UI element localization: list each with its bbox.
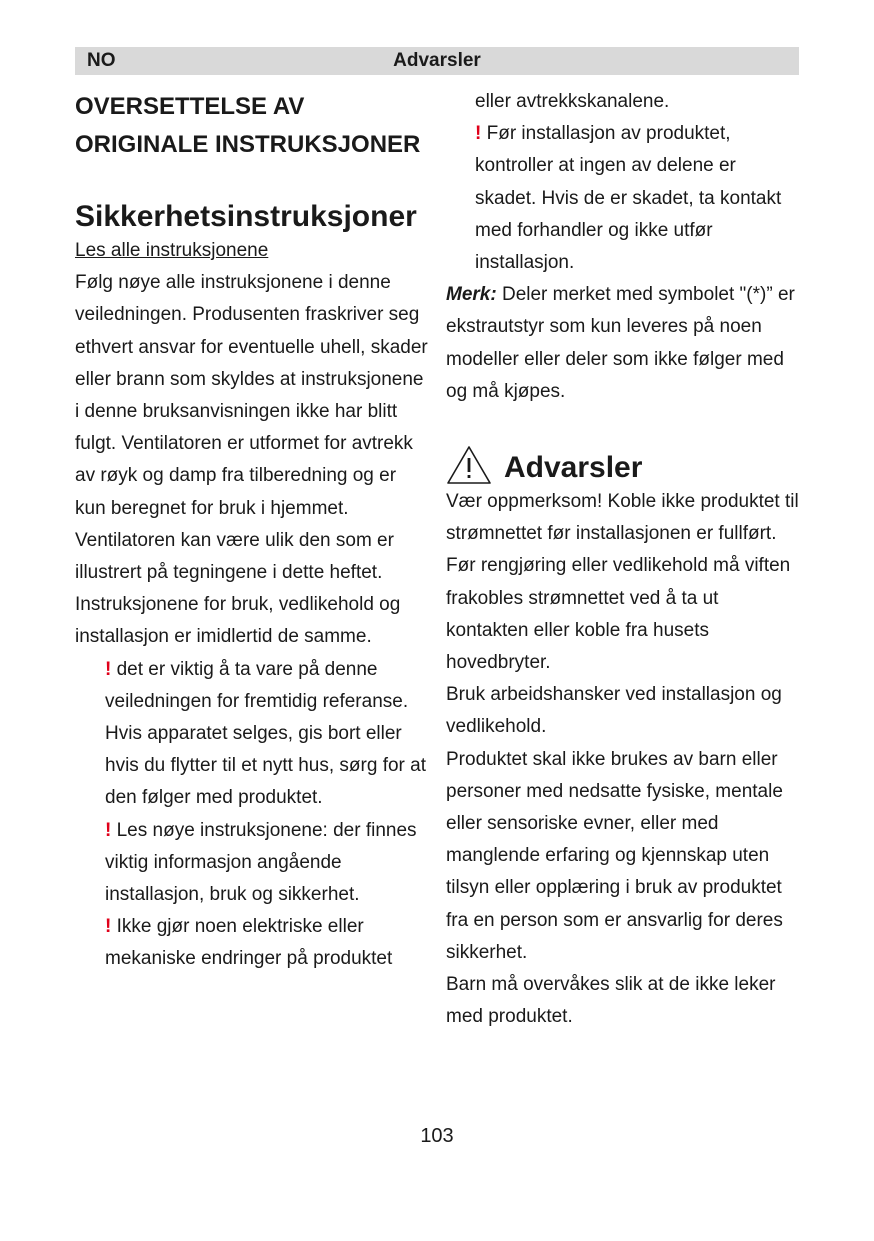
warning-item: Barn må overvåkes slik at de ikke leker med produktet. xyxy=(446,974,776,1028)
continued-text: eller avtrekkskanalene. xyxy=(475,91,670,112)
intro-paragraph: Følg nøye alle instruksjonene i denne veiledningen. Produsenten fraskriver seg ethvert ansvar for eventuelle uhell, skader eller brann som skyldes at instruksjonene i denne bruksanvisningen ikke har blitt fulgt. Ventilatoren er utformet for avtrekk av røyk og damp fra tilberedning og er kun beregnet for bruk i hjemmet. Ventilatoren kan være ulik den som er illustrert på tegningene i dette heftet. Instruksjonene for bruk, vedlikehold og installasjon er imidlertid de samme. xyxy=(75,272,428,648)
warning-item: Vær oppmerksom! Koble ikke produktet til strømnettet før installasjonen er fullført. xyxy=(446,491,799,545)
warning-item: Før rengjøring eller vedlikehold må viften frakobles strømnettet ved å ta ut kontakten eller koble fra husets hovedbryter. xyxy=(446,555,791,674)
bullet-item xyxy=(105,911,430,975)
warning-item: Produktet skal ikke brukes av barn eller personer med nedsatte fysiske, mentale eller sensoriske evner, eller med manglende erfaring og kjennskap uten tilsyn eller opplæring i bruk av produktet fra en person som er ansvarlig for deres sikkerhet. xyxy=(446,748,783,963)
warning-item: Bruk arbeidshansker ved installasjon og vedlikehold. xyxy=(446,684,782,738)
bullet-item xyxy=(105,654,430,815)
header-title: Advarsler xyxy=(393,50,481,71)
header-language: NO xyxy=(87,50,116,71)
warnings-heading xyxy=(446,436,801,486)
subheading: Les alle instruksjonene xyxy=(75,240,269,261)
warnings-title: Advarsler xyxy=(504,451,643,485)
main-title: OVERSETTELSE AV ORIGINALE INSTRUKSJONER xyxy=(75,93,421,158)
exclamation-icon: ! xyxy=(475,123,482,145)
bullet-text: Les nøye instruksjonene: der finnes viktig informasjon angående installasjon, bruk og sikkerhet. xyxy=(105,819,417,906)
page-number: 103 xyxy=(420,1125,454,1147)
note-paragraph xyxy=(446,279,801,408)
note-label: Merk: xyxy=(446,284,497,306)
bullet-text: Ikke gjør noen elektriske eller mekaniske endringer på produktet xyxy=(105,916,393,970)
right-column xyxy=(446,86,801,1033)
exclamation-icon: ! xyxy=(105,916,112,938)
page-header xyxy=(75,47,799,75)
note-text: Deler merket med symbolet "(*)” er ekstrautstyr som kun leveres på noen modeller eller deler som ikke følger med og må kjøpes. xyxy=(446,284,795,402)
bullet-item xyxy=(105,815,430,912)
section-title: Sikkerhetsinstruksjoner xyxy=(75,200,417,233)
bullet-text: Før installasjon av produktet, kontroller at ingen av delene er skadet. Hvis de er skadet, ta kontakt med forhandler og ikke utfør installasjon. xyxy=(475,123,782,274)
left-column xyxy=(75,88,430,976)
bullet-text: det er viktig å ta vare på denne veiledningen for fremtidig referanse. Hvis apparatet selges, gis bort eller hvis du flytter til et nytt hus, sørg for at den følger med produktet. xyxy=(105,658,427,809)
exclamation-icon: ! xyxy=(105,658,112,680)
exclamation-icon: ! xyxy=(105,819,112,841)
bullet-item xyxy=(475,118,801,279)
warning-triangle-icon xyxy=(446,444,492,486)
